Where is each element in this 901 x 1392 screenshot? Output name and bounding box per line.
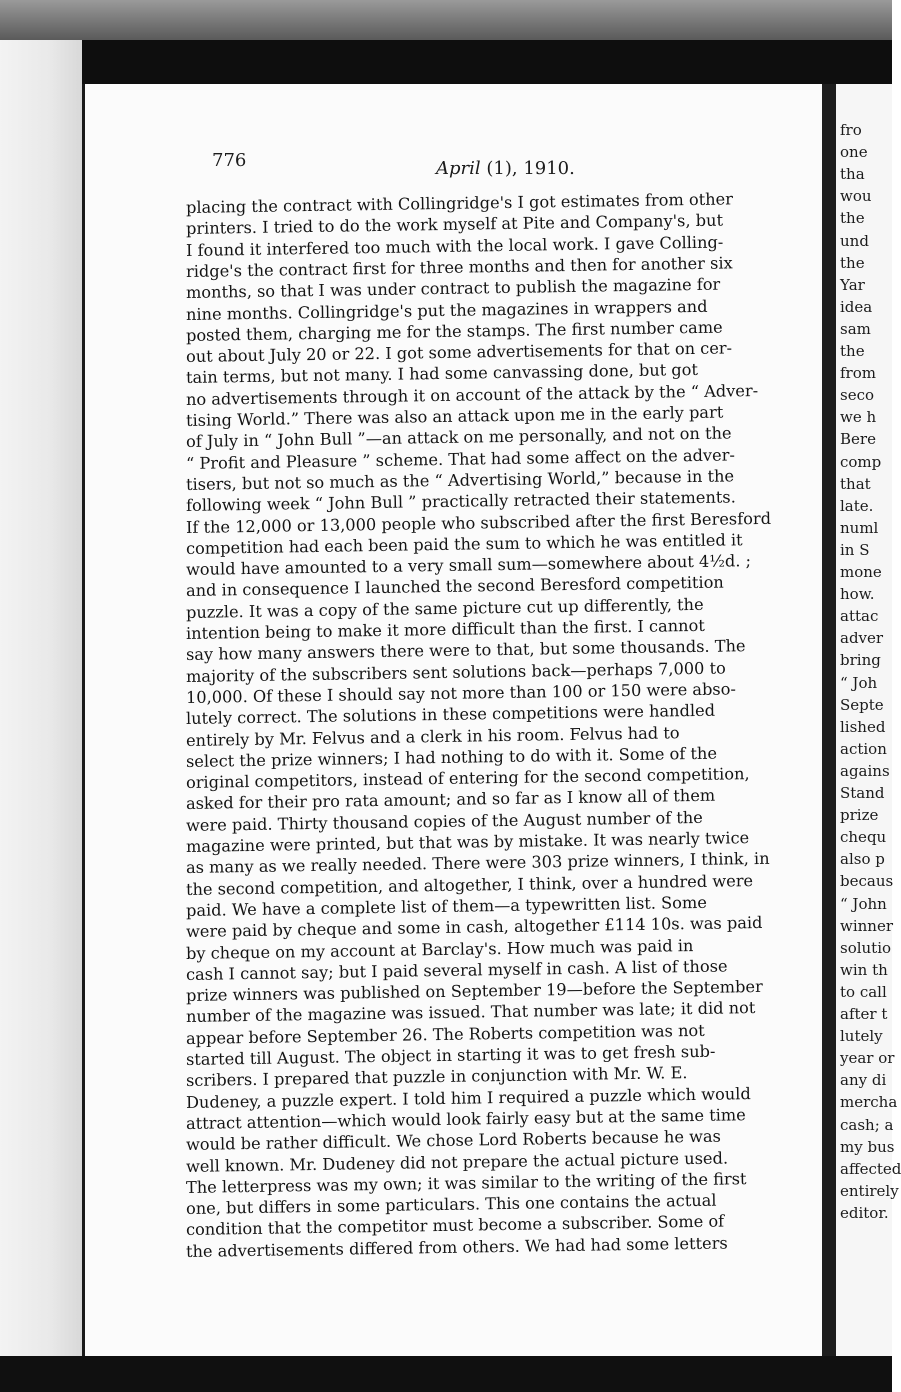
body-line: select the prize winners; I had nothing to do with it. Some of the — [185, 743, 718, 771]
adjacent-page-line: also p — [840, 850, 885, 868]
body-line: and in consequence I launched the second Beresford competition — [185, 572, 724, 600]
adjacent-page-line: “ John — [840, 895, 887, 913]
body-line: one, but differs in some particulars. This one contains the actual — [185, 1190, 717, 1218]
body-line: well known. Mr. Dudeney did not prepare the actual picture used. — [185, 1148, 729, 1176]
body-line: nine months. Collingridge's put the magazines in wrappers and — [185, 296, 708, 324]
body-line: The letterpress was my own; it was similar to the writing of the first — [185, 1169, 747, 1197]
body-line: tain terms, but not many. I had some canvassing done, but got — [185, 359, 699, 387]
body-line: asked for their pro rata amount; and so far as I know all of them — [185, 785, 716, 813]
body-line: puzzle. It was a copy of the same picture cut up differently, the — [185, 594, 704, 622]
body-line: original competitors, instead of entering for the second competition, — [185, 764, 750, 792]
adjacent-page-line: agains — [840, 762, 890, 780]
body-line: say how many answers there were to that, but some thousands. The — [185, 636, 746, 664]
body-line: the second competition, and altogether, I think, over a hundred were — [185, 871, 754, 899]
body-line: condition that the competitor must become a subscriber. Some of — [185, 1211, 725, 1239]
body-line: entirely by Mr. Felvus and a clerk in his room. Felvus had to — [185, 723, 680, 750]
adjacent-page-line: idea — [840, 298, 873, 316]
page-number: 776 — [212, 150, 247, 171]
adjacent-page-line: adver — [840, 629, 884, 647]
body-line: the advertisements differed from others. We had had some letters — [185, 1233, 728, 1261]
adjacent-page-line: mone — [840, 563, 882, 581]
body-line: prize winners was published on September 19—before the September — [185, 976, 763, 1005]
adjacent-page-line: win th — [840, 961, 888, 979]
body-line: would be rather difficult. We chose Lord Roberts because he was — [185, 1126, 722, 1154]
body-line: tisers, but not so much as the “ Advertising World,” because in the — [185, 466, 735, 494]
adjacent-page-line: from — [840, 364, 876, 382]
adjacent-page-line: the — [840, 209, 865, 227]
body-line: would have amounted to a very small sum—somewhere about 4½d. ; — [185, 551, 752, 579]
scan-top-band — [0, 40, 892, 84]
body-line: majority of the subscribers sent solutions back—perhaps 7,000 to — [185, 658, 726, 686]
body-line: were paid by cheque and some in cash, altogether £114 10s. was paid — [185, 912, 763, 941]
adjacent-page-line: comp — [840, 453, 882, 471]
adjacent-page-line: lutely — [840, 1027, 883, 1045]
body-line: placing the contract with Collingridge's I got estimates from other — [185, 189, 733, 217]
adjacent-page — [836, 84, 901, 1356]
adjacent-page-line: entirely — [840, 1182, 899, 1200]
adjacent-page-line: to call — [840, 983, 887, 1001]
scan-top-strip — [0, 0, 892, 40]
adjacent-page-line: becaus — [840, 872, 894, 890]
body-line: “ Profit and Pleasure ” scheme. That had some affect on the adver- — [185, 445, 736, 473]
adjacent-page-line: year or — [840, 1049, 895, 1067]
adjacent-page-line: “ Joh — [840, 674, 878, 692]
adjacent-page-line: one — [840, 143, 868, 161]
adjacent-page-line: Bere — [840, 430, 876, 448]
body-line: cash I cannot say; but I paid several myself in cash. A list of those — [185, 956, 728, 984]
running-head-month: April — [436, 158, 481, 179]
adjacent-page-line: action — [840, 740, 887, 758]
adjacent-page-line: prize — [840, 806, 879, 824]
body-line: appear before September 26. The Roberts competition was not — [185, 1020, 705, 1048]
adjacent-page-line: wou — [840, 187, 872, 205]
body-line: as many as we really needed. There were 303 prize winners, I think, in — [185, 848, 770, 877]
body-line: number of the magazine was issued. That number was late; it did not — [185, 998, 756, 1026]
body-line: scribers. I prepared that puzzle in conjunction with Mr. W. E. — [185, 1063, 688, 1090]
body-line: were paid. Thirty thousand copies of the August number of the — [185, 807, 703, 835]
body-line: no advertisements through it on account of the attack by the “ Adver- — [185, 381, 759, 409]
adjacent-page-line: bring — [840, 651, 881, 669]
body-line: by cheque on my account at Barclay's. How much was paid in — [185, 936, 694, 963]
adjacent-page-line: we h — [840, 408, 877, 426]
body-line: paid. We have a complete list of them—a typewritten list. Some — [185, 892, 708, 920]
adjacent-page-line: after t — [840, 1005, 888, 1023]
body-line: ridge's the contract first for three months and then for another six — [185, 253, 733, 281]
adjacent-page-line: how. — [840, 585, 875, 603]
body-line: following week “ John Bull ” practically retracted their statements. — [185, 487, 736, 515]
adjacent-page-line: fro — [840, 121, 862, 139]
adjacent-page-line: the — [840, 342, 865, 360]
body-line: 10,000. Of these I should say not more than 100 or 150 were abso- — [185, 679, 737, 707]
running-head-date: (1), 1910. — [486, 158, 575, 179]
scan-bottom-band — [0, 1356, 892, 1392]
adjacent-page-line: my bus — [840, 1138, 895, 1156]
adjacent-page-line: chequ — [840, 828, 887, 846]
body-line: If the 12,000 or 13,000 people who subscribed after the first Beresford — [185, 508, 772, 537]
body-line: attract attention—which would look fairly easy but at the same time — [185, 1105, 746, 1133]
adjacent-page-line: numl — [840, 519, 879, 537]
body-line: intention being to make it more difficult than the first. I cannot — [185, 615, 705, 643]
body-line: months, so that I was under contract to publish the magazine for — [185, 274, 721, 302]
adjacent-page-line: tha — [840, 165, 865, 183]
adjacent-page-line: any di — [840, 1071, 887, 1089]
adjacent-page-line: lished — [840, 718, 886, 736]
adjacent-page-line: affected — [840, 1160, 901, 1178]
body-line: printers. I tried to do the work myself at Pite and Company's, but — [185, 210, 724, 238]
body-line: lutely correct. The solutions in these competitions were handled — [185, 700, 716, 728]
body-line: posted them, charging me for the stamps. The first number came — [185, 317, 723, 345]
adjacent-page-line: the — [840, 254, 865, 272]
body-line: of July in “ John Bull ”—an attack on me personally, and not on the — [185, 423, 732, 451]
adjacent-page-line: attac — [840, 607, 879, 625]
adjacent-page-line: winner — [840, 917, 894, 935]
adjacent-page-line: seco — [840, 386, 875, 404]
body-line: started till August. The object in starting it was to get fresh sub- — [185, 1041, 716, 1069]
adjacent-page-line: Yar — [840, 276, 865, 294]
running-head — [436, 158, 575, 179]
adjacent-page-line: editor. — [840, 1204, 889, 1222]
body-line: competition had each been paid the sum to which he was entitled it — [185, 530, 743, 558]
body-line: out about July 20 or 22. I got some advertisements for that on cer- — [185, 338, 733, 366]
body-line: Dudeney, a puzzle expert. I told him I required a puzzle which would — [185, 1084, 751, 1112]
adjacent-page-line: in S — [840, 541, 870, 559]
adjacent-page-line: sam — [840, 320, 871, 338]
body-line: tising World.” There was also an attack upon me in the early part — [185, 402, 724, 430]
body-line: I found it interfered too much with the local work. I gave Colling- — [185, 232, 724, 260]
body-line: magazine were printed, but that was by mistake. It was nearly twice — [185, 828, 750, 856]
adjacent-page-line: cash; a — [840, 1116, 894, 1134]
adjacent-page-line: late. — [840, 497, 874, 515]
book-gutter — [822, 84, 836, 1356]
adjacent-page-line: solutio — [840, 939, 892, 957]
adjacent-page-line: Septe — [840, 696, 884, 714]
adjacent-page-line: und — [840, 232, 869, 250]
scan-left-margin — [0, 40, 82, 1392]
adjacent-page-line: Stand — [840, 784, 885, 802]
adjacent-page-line: mercha — [840, 1093, 898, 1111]
adjacent-page-line: that — [840, 475, 871, 493]
